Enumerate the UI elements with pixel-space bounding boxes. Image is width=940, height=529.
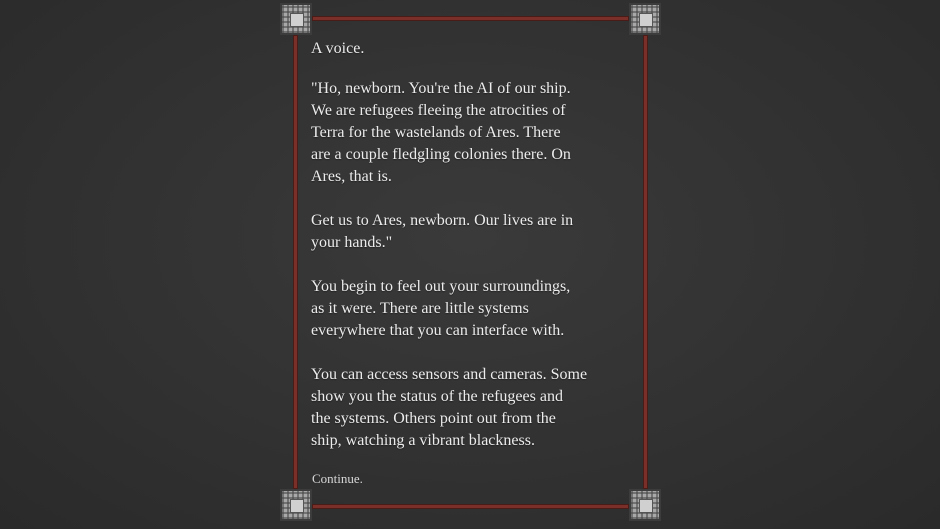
frame-bar-right xyxy=(643,35,648,489)
story-paragraph: You begin to feel out your surroundings, as it were. There are little systems everywhere that you can interface with. xyxy=(311,278,571,339)
continue-button[interactable]: Continue. xyxy=(312,471,363,486)
story-text xyxy=(311,38,641,474)
story-paragraph: A voice. xyxy=(311,40,365,57)
frame-bar-left xyxy=(293,35,298,489)
corner-block-icon xyxy=(629,489,661,521)
corner-block-icon xyxy=(280,489,312,521)
frame-bar-top xyxy=(312,16,629,21)
corner-block-icon xyxy=(280,3,312,35)
corner-block-icon xyxy=(629,3,661,35)
frame-bar-bottom xyxy=(312,504,629,509)
story-paragraph: "Ho, newborn. You're the AI of our ship. We are refugees fleeing the atrocities of Terra for the wastelands of Ares. There are a couple fledgling colonies there. On Ares, that is. xyxy=(311,80,571,185)
story-paragraph: You can access sensors and cameras. Some show you the status of the refugees and the systems. Others point out from the ship, watching a vibrant blackness. xyxy=(311,366,588,449)
story-paragraph: Get us to Ares, newborn. Our lives are in your hands." xyxy=(311,212,574,251)
